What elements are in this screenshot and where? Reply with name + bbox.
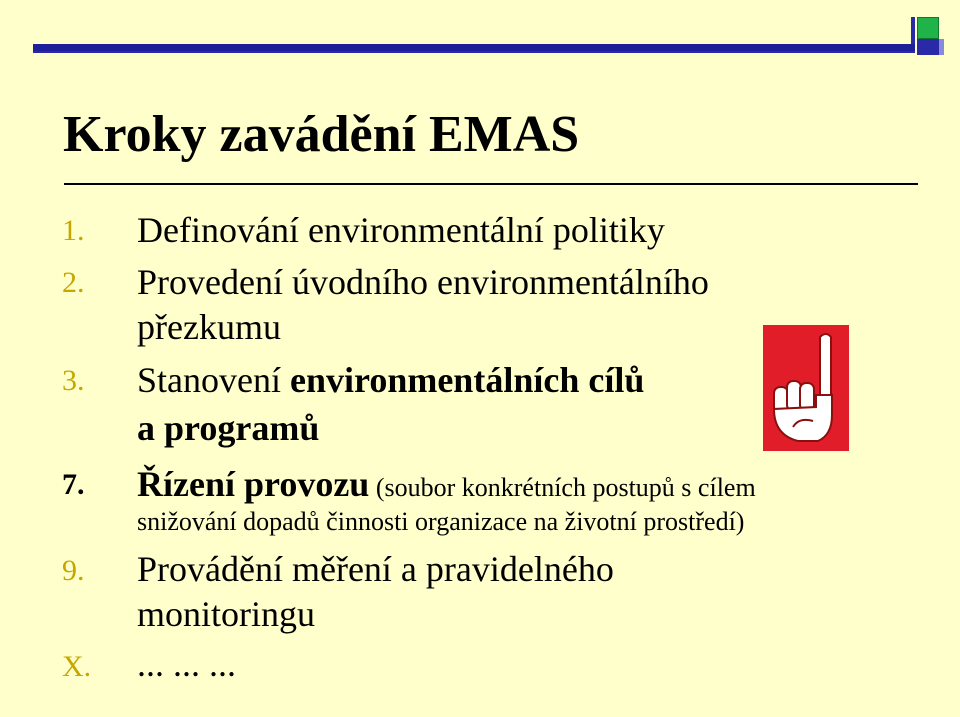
- corner-blue-square: [917, 39, 939, 55]
- item-text-7-small: (soubor konkrétních postupů s cílem: [369, 473, 756, 502]
- corner-blue-square-edge: [939, 39, 944, 55]
- header-bar-fill: [33, 17, 911, 44]
- slide-title: Kroky zavádění EMAS: [63, 106, 580, 163]
- item-text-x: ... ... ...: [137, 644, 236, 684]
- item-text-9-line1: Provádění měření a pravidelného: [137, 549, 614, 589]
- header-bar: [33, 17, 915, 53]
- header-bar-stripe: [33, 44, 915, 51]
- item-number-2: 2.: [62, 266, 85, 299]
- item-text-3-plain: Stanovení: [137, 360, 290, 400]
- item-number-x: X.: [62, 650, 92, 683]
- title-underline: [64, 183, 918, 185]
- item-text-2-line1: Provedení úvodního environmentálního: [137, 262, 709, 302]
- item-text-7-line2: snižování dopadů činnosti organizace na životní prostředí): [137, 507, 745, 536]
- item-text-1: Definování environmentální politiky: [137, 210, 665, 250]
- pointing-hand-icon: [763, 325, 849, 451]
- item-text-3-line1: [137, 358, 644, 402]
- item-text-2-line2: přezkumu: [137, 307, 281, 347]
- item-number-9: 9.: [62, 554, 85, 587]
- item-number-7: 7.: [62, 468, 85, 501]
- item-number-1: 1.: [62, 214, 85, 247]
- item-text-9-line2: monitoringu: [137, 594, 315, 634]
- item-text-3-line2: a programů: [137, 408, 320, 448]
- corner-green-square: [917, 17, 939, 39]
- item-text-3-bold: environmentálních cílů: [289, 360, 645, 400]
- item-text-7-line1: [137, 462, 756, 510]
- item-text-7-bold: Řízení provozu: [137, 464, 370, 504]
- item-number-3: 3.: [62, 364, 85, 397]
